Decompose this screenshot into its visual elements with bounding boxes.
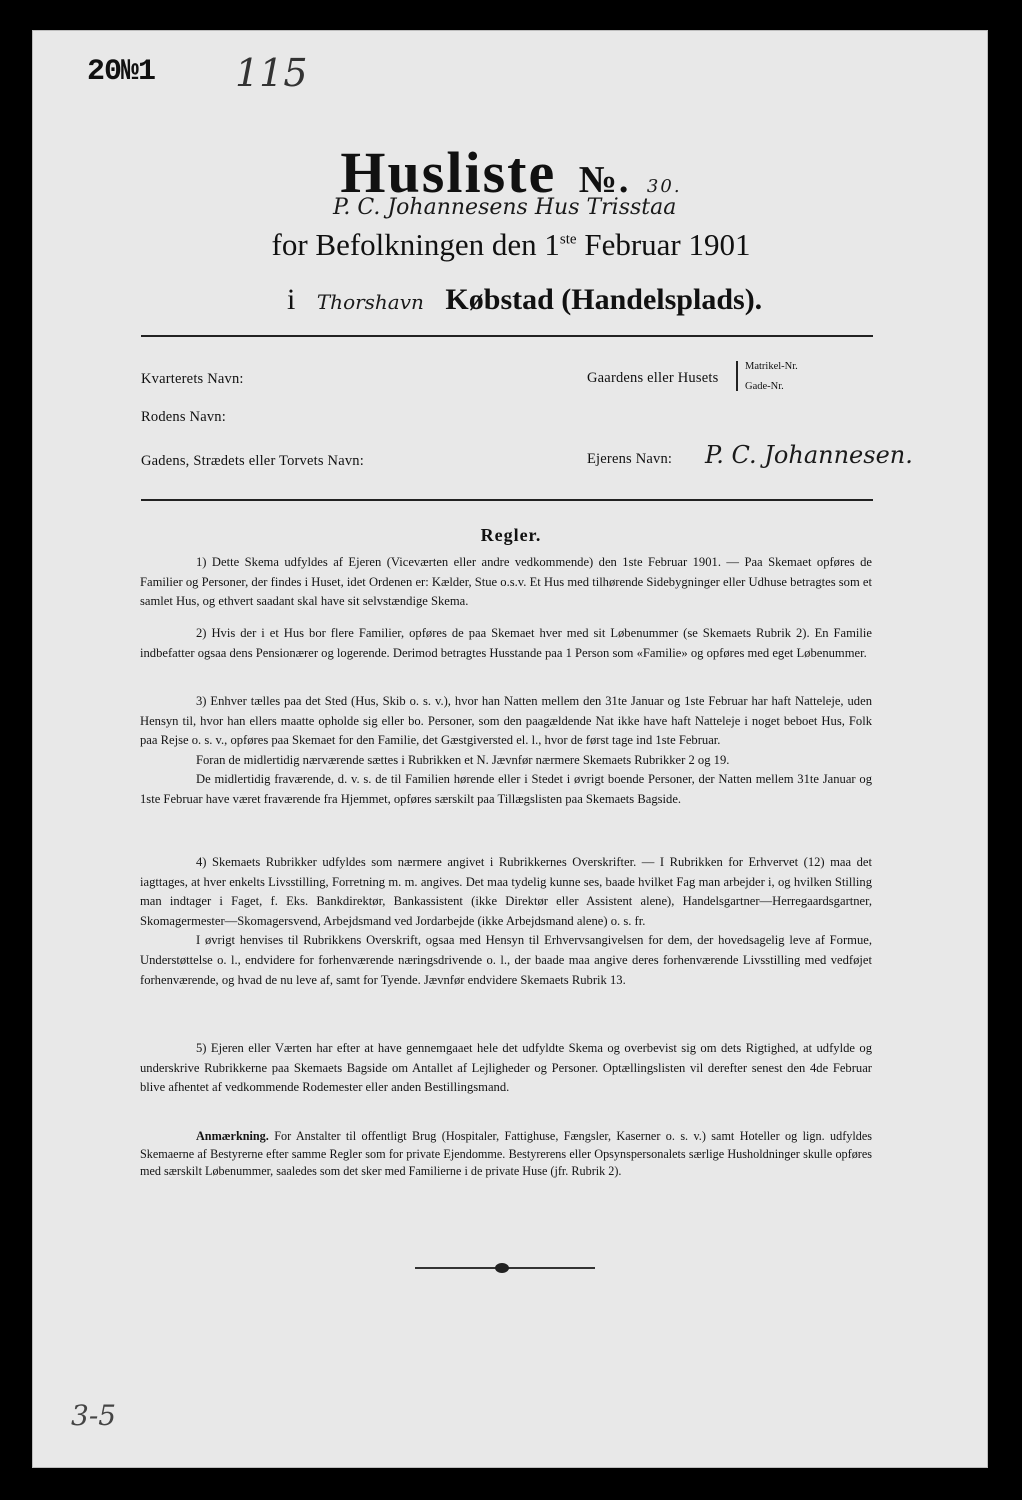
ornament-center [495,1263,509,1273]
subtitle-text: for Befolkningen den 1 [271,227,560,262]
number-label: №. [578,159,631,201]
cadastral-number-label: Matrikel-Nr. [745,361,798,372]
remark-text: For Anstalter til offentligt Brug (Hospitaler, Fattighuse, Fængsler, Kaserner o. s. v.) samt Hoteller og lign. udfyldes Skemaerne af Bestyrerne efter samme Regler som for private Ejendomme. Bestyrerens eller Opsynspersonalets særlige Husholdninger skulle opføres med særskilt Løbenummer, saaledes som det sker med Familierne i de private Huse (jfr. Rubrik 2). [140,1129,872,1179]
quarter-name-label: Kvarterets Navn: [141,371,244,387]
rule-3-present-note: Foran de midlertidig nærværende sættes i Rubrikken et N. Jævnfør nærmere Skemaets Rubrikker 2 og 19. [196,752,730,767]
rule-3-text: 3) Enhver tælles paa det Sted (Hus, Skib o. s. v.), hvor han Natten mellem den 31te Januar og 1ste Februar har haft Natteleje, uden Hensyn til, hvor han ellers maatte opholde sig eller bo. Personer, som den paagældende Nat ikke have haft Natteleje i noget beboet Hus, Folk paa Rejse o. s. v., opføres paa Skemaet for den Familie, det Gæstgiversted el. l., hvor de først tage ind 1ste Februar. [140,694,872,748]
rule-4 [140,853,872,990]
archive-number-stamp: 20№1 [87,55,156,89]
subtitle-date: Februar 1901 [576,227,751,262]
rule-3 [140,692,872,810]
pencil-number: 115 [235,51,308,95]
owner-name-handwritten: P. C. Johannesen. [705,441,913,469]
pencil-footer-note: 3-5 [71,1399,117,1432]
form-title: Husliste [340,140,557,205]
form-subtitle [33,227,989,263]
brace-mark [736,361,738,391]
district-name-label: Rodens Navn: [141,409,226,425]
house-list-number: 30. [646,176,682,197]
street-name-label: Gadens, Strædets eller Torvets Navn: [141,453,364,469]
place-row [287,283,762,317]
rule-5-text: 5) Ejeren eller Værten har efter at have gennemgaaet hele det udfyldte Skema og overbevist sig om dets Rigtighed, at udfylde og underskrive Rubrikkerne paa Skemaets Bagside om Antallet af Lejligheder og Personer. Optællingslisten vil derefter senest den 4de Februar blive afhentet af vedkommende Rodemester eller anden Bestillingsmand. [140,1041,872,1095]
rule-5 [140,1039,872,1098]
rule-4-further-note: I øvrigt henvises til Rubrikkens Overskrift, ogsaa med Hensyn til Erhvervsangivelsen for dem, der hovedsagelig leve af Formue, Understøttelse o. l., endvidere for forhenværende næringsdrivende o. l., der baade maa angive deres forhenværende Livsstilling med vedføjet forhenværende, og hvad de nu leve af, samt for Tyende. Jævnfør endvidere Skemaets Rubrik 13. [140,933,872,987]
census-form-page [32,30,988,1468]
street-number-label: Gade-Nr. [745,381,784,392]
property-label: Gaardens eller Husets [587,370,719,386]
owner-name-label: Ejerens Navn: [587,451,673,467]
subtitle-superscript: ste [559,231,577,248]
rule-2-text: 2) Hvis der i et Hus bor flere Familier, opføres de paa Skemaet hver med sit Løbenummer (se Skemaets Rubrik 2). En Familie indbefatter ogsaa dens Pensionærer og logerende. Derimod betragtes Husstande paa 1 Person som «Familie» og opføres med eget Løbenummer. [140,626,872,660]
place-label: Købstad (Handelsplads). [445,283,763,316]
rule-1 [140,553,872,612]
remark-note [140,1128,872,1181]
rules-heading: Regler. [480,525,542,545]
header-divider [141,335,873,337]
place-prefix: i [287,283,296,316]
remark-label: Anmærkning. [196,1129,269,1143]
handwritten-house-owner-line: P. C. Johannesens Hus Trisstaa [333,195,677,220]
rule-3-absent-note: De midlertidig fraværende, d. v. s. de til Familien hørende eller i Stedet i øvrigt boende Personer, der Natten mellem 31te Januar og 1ste Februar have været fraværende fra Hjemmet, opføres særskilt paa Tillægslisten paa Skemaets Bagside. [140,772,872,806]
place-handwritten: Thorshavn [316,290,424,314]
rule-2 [140,624,872,663]
fields-divider [141,499,873,501]
rule-4-text: 4) Skemaets Rubrikker udfyldes som nærmere angivet i Rubrikkernes Overskrifter. — I Rubrikken for Erhvervet (12) maa det iagttages, at hver enkelts Livsstilling, Forretning m. m. angives. Det maa tydelig kunne ses, baade hvilket Fag man arbejder i, og hvilken Stilling man indtager i Faget, f. Eks. Bankdirektør, Bankassistent (ikke Direktør eller Assistent alene), Handelsgartner—Herregaardsgartner, Skomagermester—Skomagersvend, Arbejdsmand ved Jordarbejde (ikke Arbejdsmand alene) o. s. fr. [140,855,872,928]
rule-1-text: 1) Dette Skema udfyldes af Ejeren (Viceværten eller andre vedkommende) den 1ste Februar 1901. — Paa Skemaet opføres de Familier og Personer, der findes i Huset, idet Ordenen er: Kælder, Stue o.s.v. Et Hus med tilhørende Sidebygninger eller Udhuse betragtes som et samlet Hus, og ethvert saadant skal have sit selvstændige Skema. [140,555,872,609]
